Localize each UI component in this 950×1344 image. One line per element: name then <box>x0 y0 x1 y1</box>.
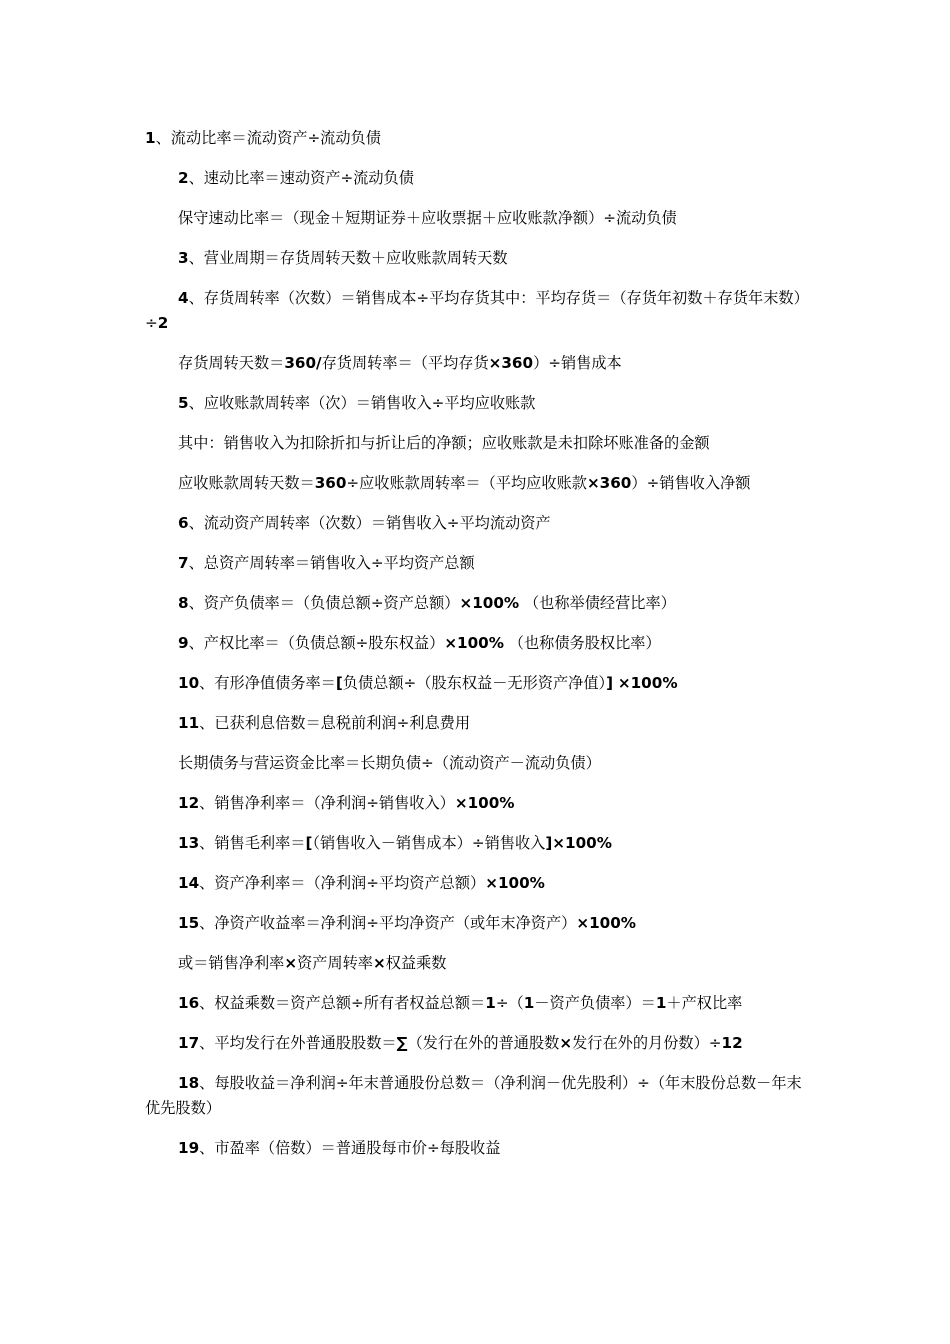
formula-weighted-shares: 17、平均发行在外普通股股数＝∑（发行在外的普通股数×发行在外的月份数）÷12 <box>178 1034 743 1052</box>
formula-debt-ratio: 8、资产负债率＝（负债总额÷资产总额）×100% （也称举债经营比率） <box>178 594 676 612</box>
note-receivables: 其中：销售收入为扣除折扣与折让后的净额；应收账款是未扣除坏账准备的金额 <box>178 434 710 452</box>
formula-net-profit-margin: 12、销售净利率＝（净利润÷销售收入）×100% <box>178 794 515 812</box>
formula-return-on-assets: 14、资产净利率＝（净利润÷平均资产总额）×100% <box>178 874 545 892</box>
formula-return-on-equity: 15、净资产收益率＝净利润÷平均净资产（或年末净资产）×100% <box>178 914 637 932</box>
formula-gross-margin: 13、销售毛利率＝[（销售收入－销售成本）÷销售收入]×100% <box>178 834 612 852</box>
formula-receivables-turnover: 5、应收账款周转率（次）＝销售收入÷平均应收账款 <box>178 394 536 412</box>
formula-total-asset-turnover: 7、总资产周转率＝销售收入÷平均资产总额 <box>178 554 475 572</box>
formula-equity-multiplier: 16、权益乘数＝资产总额÷所有者权益总额＝1÷（1－资产负债率）＝1＋产权比率 <box>178 994 743 1012</box>
formula-inventory-days: 存货周转天数＝360/存货周转率＝（平均存货×360）÷销售成本 <box>178 354 622 372</box>
formula-tangible-net-worth-debt: 10、有形净值债务率＝[负债总额÷（股东权益－无形资产净值）] ×100% <box>178 674 678 692</box>
formula-pe-ratio: 19、市盈率（倍数）＝普通股每市价÷每股收益 <box>178 1139 501 1157</box>
formula-interest-coverage: 11、已获利息倍数＝息税前利润÷利息费用 <box>178 714 471 732</box>
formula-list <box>145 126 810 1176</box>
formula-current-asset-turnover: 6、流动资产周转率（次数）＝销售收入÷平均流动资产 <box>178 514 551 532</box>
formula-quick-ratio: 2、速动比率＝速动资产÷流动负债 <box>178 169 414 187</box>
formula-equity-ratio: 9、产权比率＝（负债总额÷股东权益）×100% （也称债务股权比率） <box>178 634 661 652</box>
formula-long-term-debt-ratio: 长期债务与营运资金比率＝长期负债÷（流动资产－流动负债） <box>178 754 601 772</box>
formula-eps: 18、每股收益＝净利润÷年末普通股份总数＝（净利润－优先股利）÷（年末股份总数－年末优先股数） <box>145 1074 802 1117</box>
formula-conservative-quick-ratio: 保守速动比率＝（现金＋短期证券＋应收票据＋应收账款净额）÷流动负债 <box>178 209 677 227</box>
formula-current-ratio: 1、流动比率＝流动资产÷流动负债 <box>145 129 381 147</box>
formula-receivables-days: 应收账款周转天数＝360÷应收账款周转率＝（平均应收账款×360）÷销售收入净额 <box>178 474 751 492</box>
formula-roe-dupont: 或＝销售净利率×资产周转率×权益乘数 <box>178 954 447 972</box>
formula-inventory-turnover: 4、存货周转率（次数）＝销售成本÷平均存货其中：平均存货＝（存货年初数＋存货年末数）÷2 <box>145 289 809 332</box>
formula-operating-cycle: 3、营业周期＝存货周转天数＋应收账款周转天数 <box>178 249 508 267</box>
